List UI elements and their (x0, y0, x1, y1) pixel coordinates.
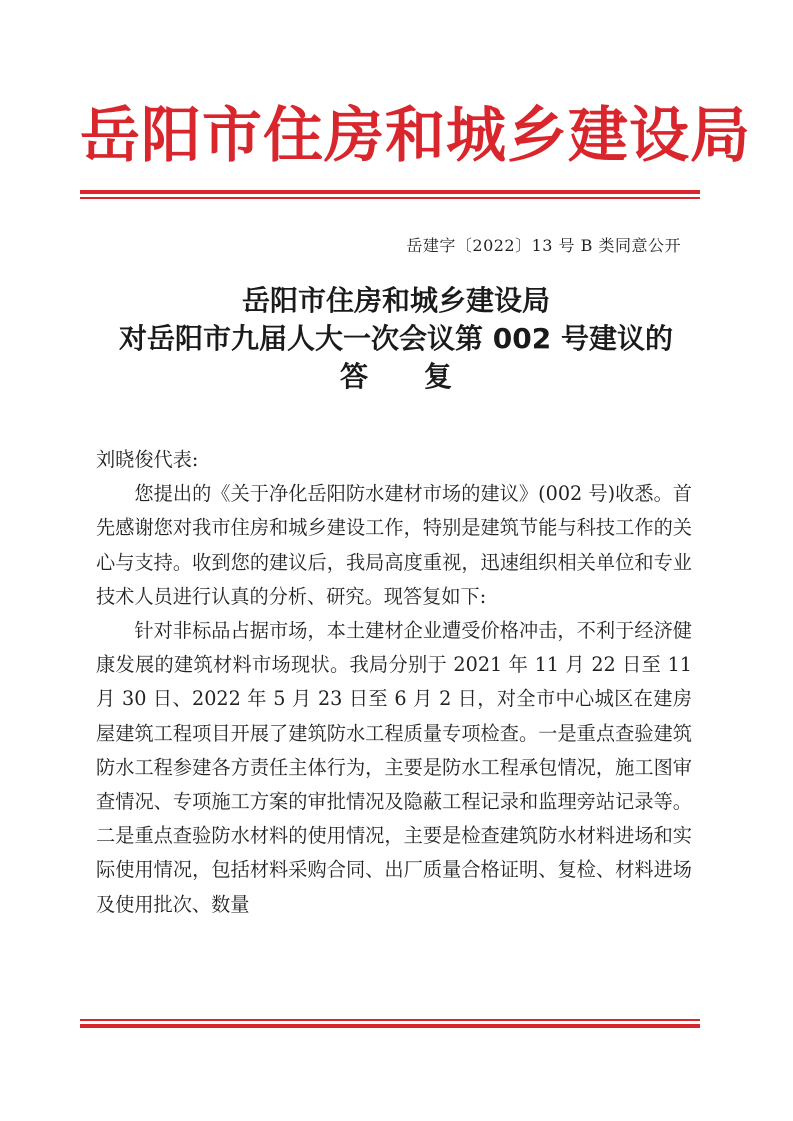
document-number: 岳建字〔2022〕13 号 B 类同意公开 (406, 236, 681, 255)
title-line-1: 岳阳市住房和城乡建设局 (241, 284, 550, 317)
footer-divider-thin (80, 1019, 700, 1021)
title-line-3: 答复 (339, 360, 508, 393)
letterhead-org-name: 岳阳市住房和城乡建设局 (80, 101, 751, 171)
salutation: 刘晓俊代表: (96, 448, 199, 471)
document-body (96, 443, 692, 922)
document-title (80, 282, 712, 396)
title-line-2: 对岳阳市九届人大一次会议第 002 号建议的 (119, 322, 673, 355)
letterhead-divider-thick (80, 190, 700, 194)
letterhead-divider-thin (80, 197, 700, 199)
footer-divider-thick (80, 1024, 700, 1028)
body-paragraph-1: 您提出的《关于净化岳阳防水建材市场的建议》(002 号)收悉。首先感谢您对我市住房和城乡建设工作，特别是建筑节能与科技工作的关心与支持。收到您的建议后，我局高度重视，迅速组织相关单位和专业技术人员进行认真的分析、研究。现答复如下: (96, 482, 692, 608)
body-paragraph-2: 针对非标品占据市场，本土建材企业遭受价格冲击，不利于经济健康发展的建筑材料市场现状。我局分别于 2021 年 11 月 22 日至 11 月 30 日、2022 年 5 月 23 日至 6 月 2 日，对全市中心城区在建房屋建筑工程项目开展了建筑防水工程质量专项检查。一是重点查验建筑防水工程参建各方责任主体行为，主要是防水工程承包情况，施工图审查情况、专项施工方案的审批情况及隐蔽工程记录和监理旁站记录等。二是重点查验防水材料的使用情况，主要是检查建筑防水材料进场和实际使用情况，包括材料采购合同、出厂质量合格证明、复检、材料进场及使用批次、数量 (96, 619, 692, 916)
